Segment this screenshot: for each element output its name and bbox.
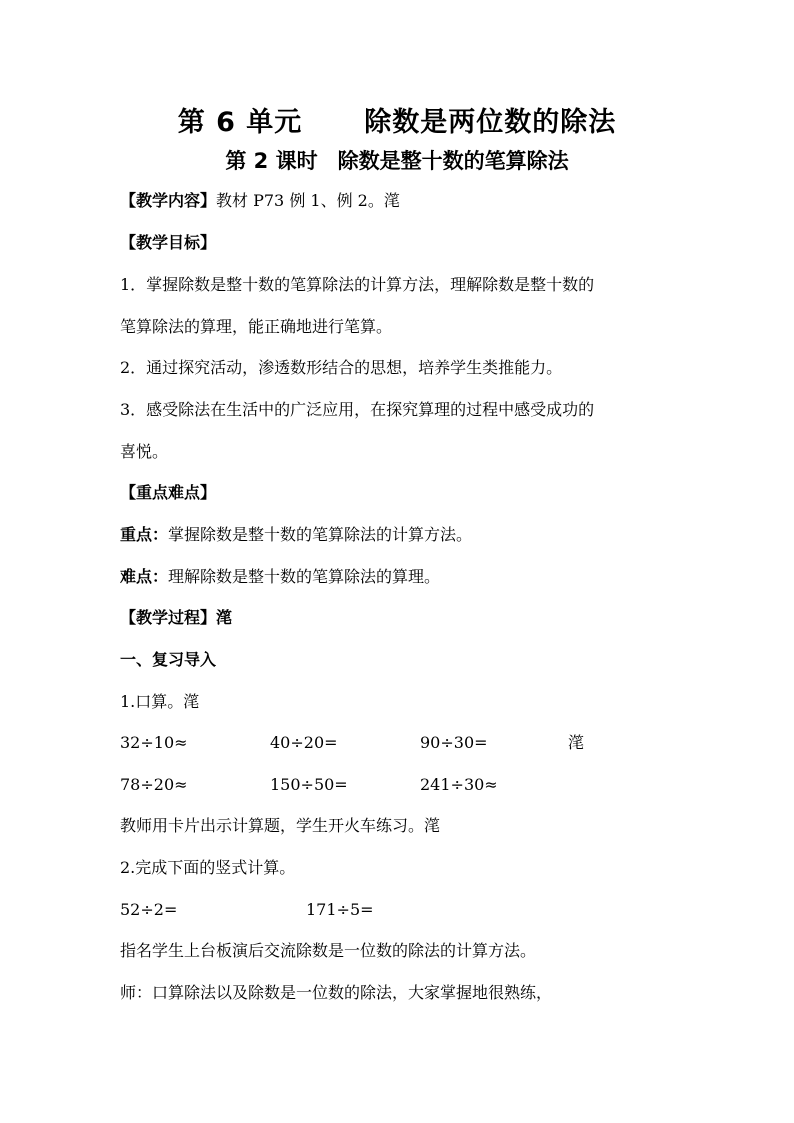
teaching-content-text: 教材 P73 例 1、例 2。滗 <box>216 191 400 210</box>
keypoints-heading: 【重点难点】 <box>120 483 217 502</box>
key-point <box>120 524 472 546</box>
item-vertical-calc: 2.完成下面的竖式计算。 <box>120 858 296 877</box>
oral-calc-6: 241÷30≈ <box>420 775 498 794</box>
goal-1-line-1: 1．掌握除数是整十数的笔算除法的计算方法，理解除数是整十数的 <box>120 275 595 294</box>
goal-3-line-1: 3．感受除法在生活中的广泛应用，在探究算理的过程中感受成功的 <box>120 400 595 419</box>
teaching-content <box>120 190 400 212</box>
difficult-point-text: 理解除数是整十数的笔算除法的算理。 <box>168 567 441 586</box>
item-oral-calc: 1.口算。滗 <box>120 692 200 711</box>
unit-number: 第 6 单元 <box>177 107 303 138</box>
vertical-calc-1: 52÷2= <box>120 900 178 919</box>
note-board: 指名学生上台板演后交流除数是一位数的除法的计算方法。 <box>120 941 537 960</box>
unit-title <box>0 100 794 139</box>
goal-3-line-2: 喜悦。 <box>120 442 169 461</box>
goal-1-line-2: 笔算除法的算理，能正确地进行笔算。 <box>120 317 393 336</box>
difficult-point-label: 难点： <box>120 567 169 586</box>
teacher-remark: 师：口算除法以及除数是一位数的除法，大家掌握地很熟练， <box>120 983 553 1002</box>
note-cards: 教师用卡片出示计算题，学生开火车练习。滗 <box>120 816 441 835</box>
section-review-intro: 一、复习导入 <box>120 650 217 669</box>
oral-calc-5: 150÷50= <box>270 775 348 794</box>
unit-name: 除数是两位数的除法 <box>364 107 617 138</box>
goal-2: 2．通过探究活动，渗透数形结合的思想，培养学生类推能力。 <box>120 358 563 377</box>
oral-calc-3: 90÷30= <box>420 733 488 752</box>
oral-calc-1: 32÷10≈ <box>120 733 188 752</box>
lesson-title <box>0 145 794 175</box>
oral-calc-4: 78÷20≈ <box>120 775 188 794</box>
lesson-name: 除数是整十数的笔算除法 <box>337 149 569 173</box>
oral-calc-2: 40÷20= <box>270 733 338 752</box>
goals-heading: 【教学目标】 <box>120 233 217 252</box>
difficult-point <box>120 566 440 588</box>
key-point-label: 重点： <box>120 525 169 544</box>
vertical-calc-2: 171÷5= <box>306 900 374 919</box>
oral-calc-mark: 滗 <box>568 733 585 752</box>
lesson-number: 第 2 课时 <box>225 149 318 173</box>
teaching-content-label: 【教学内容】 <box>120 191 217 210</box>
process-heading: 【教学过程】滗 <box>120 608 233 627</box>
key-point-text: 掌握除数是整十数的笔算除法的计算方法。 <box>168 525 473 544</box>
